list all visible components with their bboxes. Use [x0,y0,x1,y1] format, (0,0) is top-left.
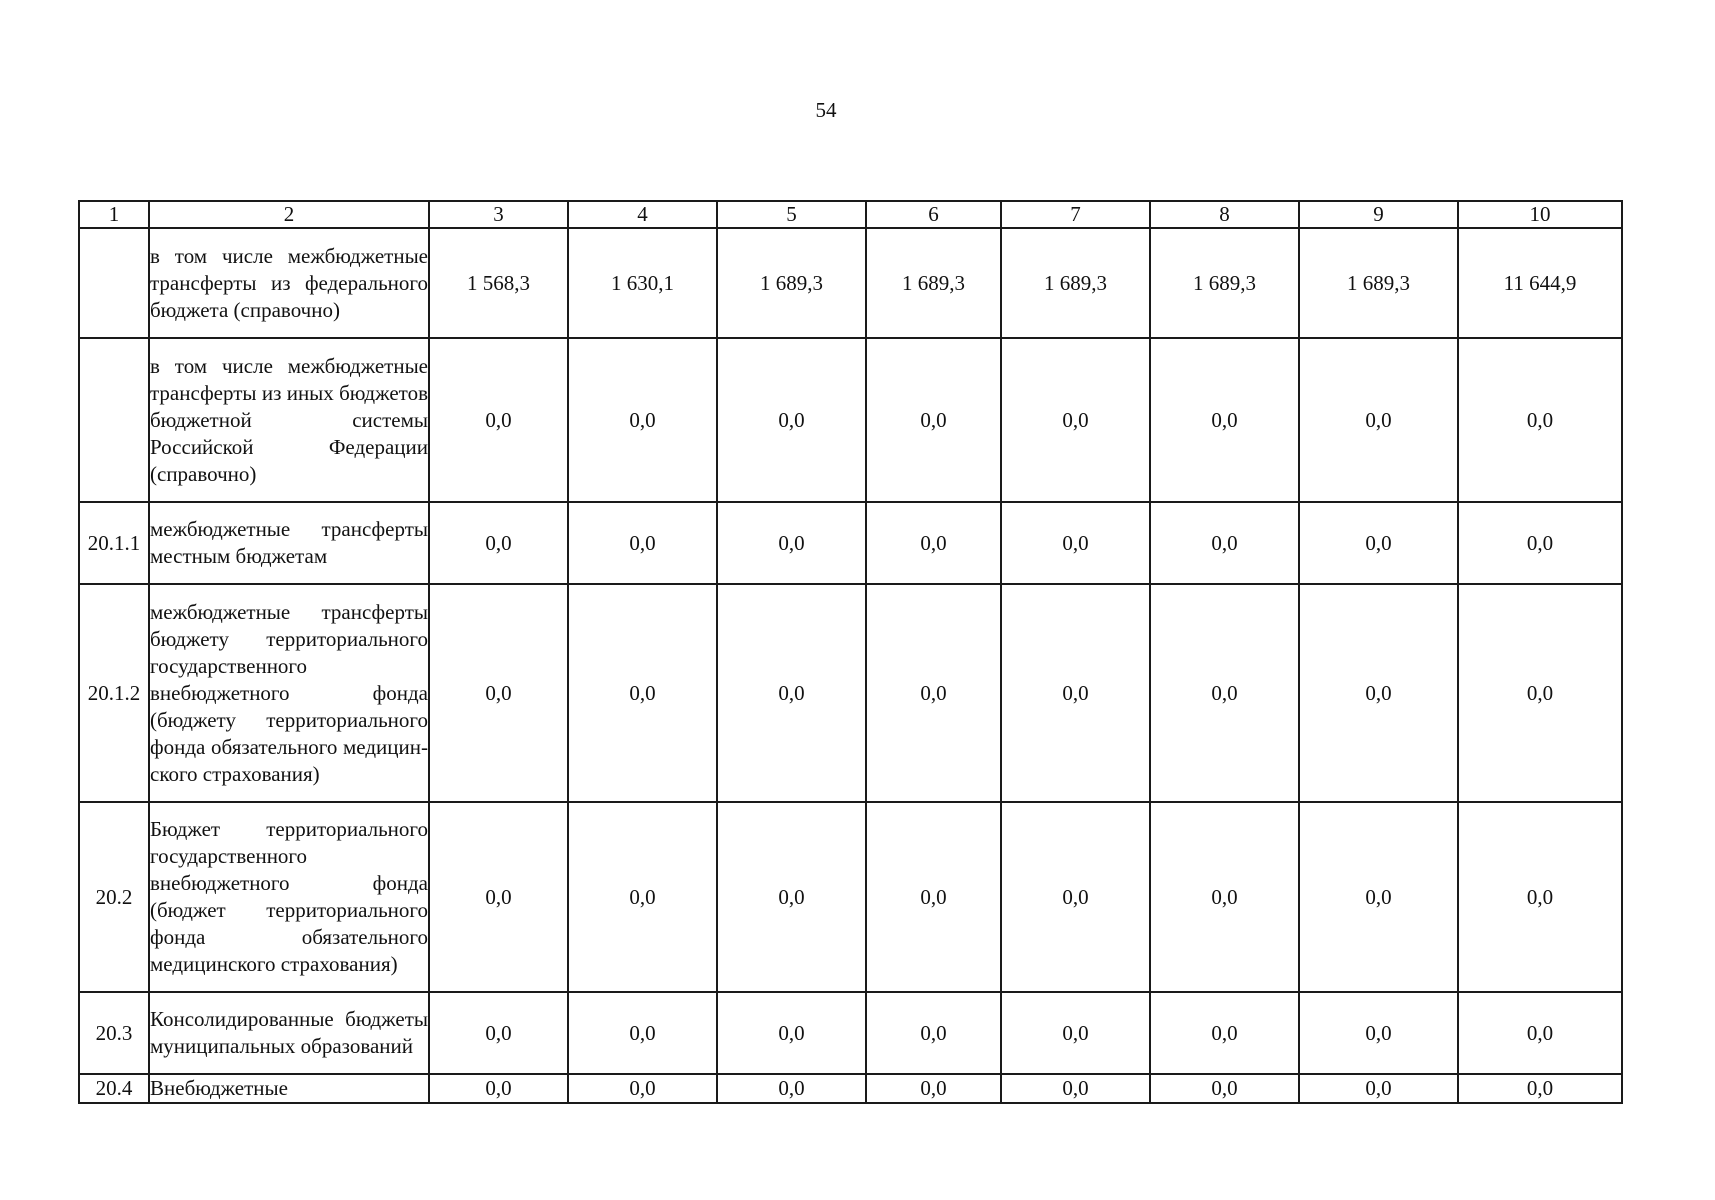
row-value: 0,0 [1299,584,1458,802]
row-value: 0,0 [1299,992,1458,1074]
row-value: 0,0 [1001,338,1150,502]
row-value: 0,0 [1299,502,1458,584]
table-row [79,992,1622,1074]
row-value: 0,0 [1458,502,1622,584]
row-value: 0,0 [717,1074,866,1103]
row-code: 20.1.1 [79,502,149,584]
column-number: 6 [866,201,1001,228]
row-value: 0,0 [866,502,1001,584]
row-code: 20.3 [79,992,149,1074]
row-value: 0,0 [866,584,1001,802]
row-value: 0,0 [1001,584,1150,802]
row-value: 0,0 [1150,502,1299,584]
row-value: 0,0 [1458,584,1622,802]
row-code: 20.4 [79,1074,149,1103]
row-value: 11 644,9 [1458,228,1622,338]
row-description: в том числе межбюджетные трансферты из иных бюджетов бюджетной системы Российской Федерации (справочно) [149,338,429,502]
row-value: 0,0 [429,992,568,1074]
row-description: Бюджет территориального государственного внебюджетного фонда (бюджет территориального фонда обязательного медицинского страхования) [149,802,429,992]
row-value: 0,0 [1299,338,1458,502]
table-row [79,228,1622,338]
column-number: 5 [717,201,866,228]
row-description: Консолидированные бюджеты муниципальных образований [149,992,429,1074]
row-value: 0,0 [429,502,568,584]
row-code: 20.2 [79,802,149,992]
row-value: 1 689,3 [866,228,1001,338]
row-value: 0,0 [1150,584,1299,802]
column-number: 10 [1458,201,1622,228]
row-value: 0,0 [1150,338,1299,502]
table-row [79,802,1622,992]
row-value: 0,0 [429,1074,568,1103]
row-value: 0,0 [717,802,866,992]
row-value: 0,0 [568,992,717,1074]
row-value: 0,0 [1001,802,1150,992]
table-row [79,584,1622,802]
column-number: 9 [1299,201,1458,228]
row-value: 0,0 [568,502,717,584]
row-value: 0,0 [866,802,1001,992]
column-number: 2 [149,201,429,228]
row-value: 0,0 [568,1074,717,1103]
row-value: 0,0 [1150,1074,1299,1103]
table-row [79,338,1622,502]
table-row [79,502,1622,584]
row-value: 1 568,3 [429,228,568,338]
column-number: 7 [1001,201,1150,228]
row-value: 0,0 [568,584,717,802]
column-number-row [79,201,1622,228]
row-value: 0,0 [866,1074,1001,1103]
row-value: 0,0 [866,338,1001,502]
row-value: 0,0 [1150,802,1299,992]
row-value: 1 689,3 [1001,228,1150,338]
row-value: 0,0 [429,802,568,992]
column-number: 8 [1150,201,1299,228]
row-value: 0,0 [1458,802,1622,992]
row-value: 0,0 [866,992,1001,1074]
row-value: 0,0 [429,338,568,502]
row-value: 0,0 [1299,1074,1458,1103]
row-code: 20.1.2 [79,584,149,802]
row-value: 0,0 [568,802,717,992]
row-code [79,228,149,338]
row-value: 0,0 [717,584,866,802]
column-number: 4 [568,201,717,228]
row-value: 0,0 [1299,802,1458,992]
row-code [79,338,149,502]
row-value: 0,0 [1001,502,1150,584]
row-value: 1 689,3 [1150,228,1299,338]
row-value: 1 630,1 [568,228,717,338]
row-value: 0,0 [717,338,866,502]
row-value: 1 689,3 [717,228,866,338]
row-value: 0,0 [717,502,866,584]
row-value: 0,0 [568,338,717,502]
row-description: межбюджетные трансферты бюджету территориального государственного внебюджетного фонда (бюджету территориального фонда обязательного медицинского страхования) [149,584,429,802]
row-value: 0,0 [1458,992,1622,1074]
row-description: в том числе межбюджетные трансферты из федерального бюджета (справочно) [149,228,429,338]
budget-table [78,200,1623,1104]
row-value: 1 689,3 [1299,228,1458,338]
row-description: межбюджетные трансферты местным бюджетам [149,502,429,584]
page-number: 54 [815,98,837,122]
row-value: 0,0 [429,584,568,802]
row-value: 0,0 [1458,1074,1622,1103]
row-value: 0,0 [1458,338,1622,502]
table-row [79,1074,1622,1103]
row-value: 0,0 [1150,992,1299,1074]
row-value: 0,0 [717,992,866,1074]
column-number: 1 [79,201,149,228]
row-description: Внебюджетные [149,1074,429,1103]
row-value: 0,0 [1001,1074,1150,1103]
row-value: 0,0 [1001,992,1150,1074]
column-number: 3 [429,201,568,228]
